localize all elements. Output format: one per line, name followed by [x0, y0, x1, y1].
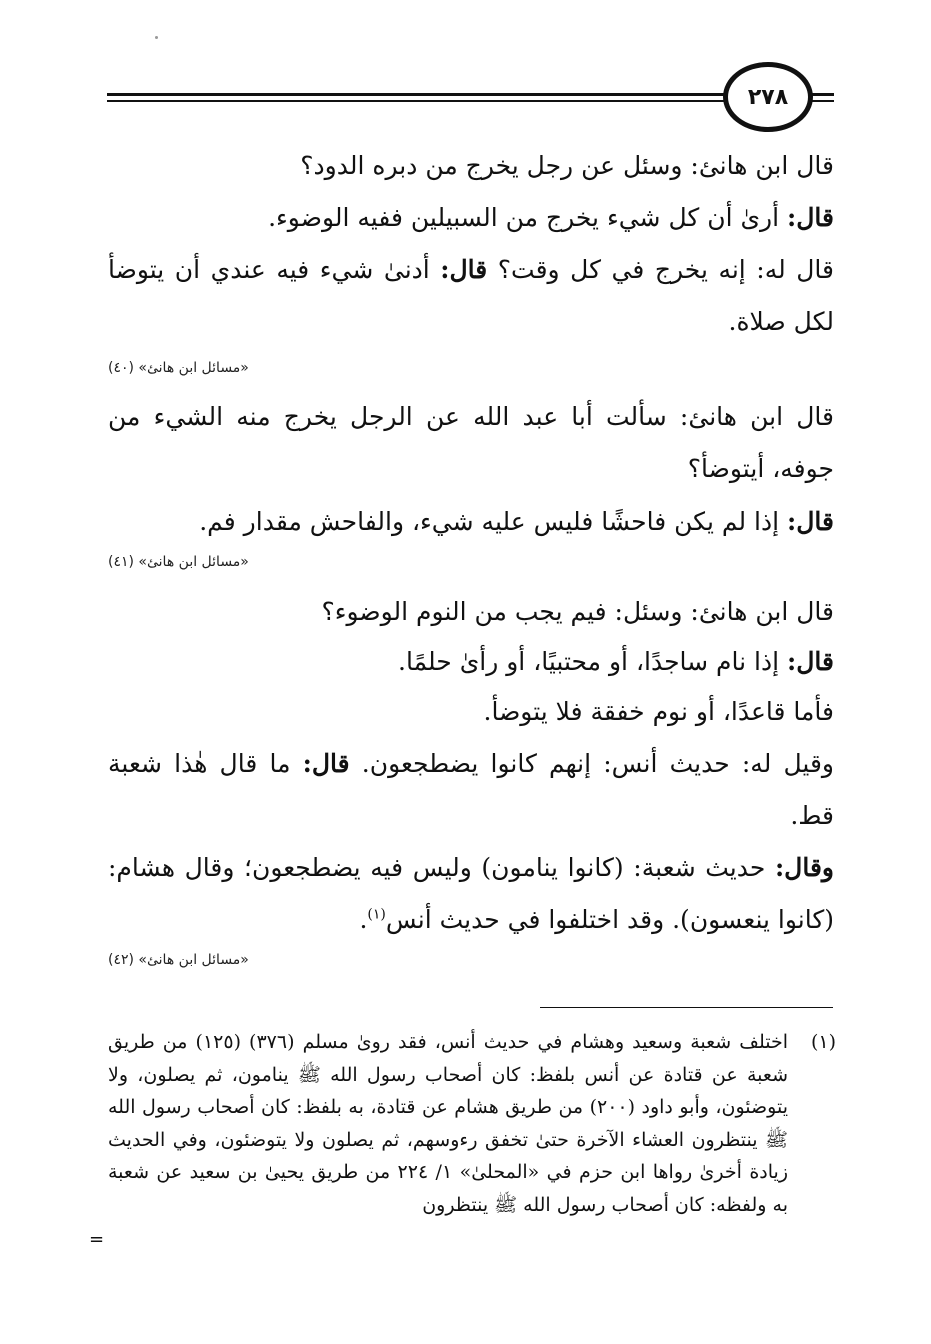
footnote-reference[interactable]: (١): [367, 906, 386, 923]
header-rule-right-bottom: [810, 100, 834, 102]
header-rule-bottom: [107, 100, 727, 102]
question-text: وقيل له: حديث أنس: إنهم كانوا يضطجعون.: [349, 749, 835, 778]
footnote-number: (١): [810, 1031, 836, 1053]
answer-label: قال:: [787, 507, 834, 536]
question-text: قال ابن هانئ: وسئل عن رجل يخرج من دبره الدود؟: [300, 151, 834, 180]
continuation-mark: =: [89, 1229, 105, 1250]
paragraph-7: [108, 636, 834, 688]
answer-label: قال:: [302, 749, 350, 778]
footnote-separator: [540, 1007, 833, 1008]
speck: [155, 36, 158, 39]
question-text: قال ابن هانئ: وسئل: فيم يجب من النوم الوضوء؟: [321, 597, 834, 626]
paragraph-2: [108, 192, 834, 244]
question-text: قال له: إنه يخرج في كل وقت؟: [487, 255, 834, 284]
answer-label: قال:: [787, 203, 834, 232]
answer-label: قال:: [787, 647, 834, 676]
answer-text: إذا نام ساجدًا، أو محتبيًا، أو رأىٰ حلمًا.: [398, 647, 788, 676]
paragraph-5: [108, 496, 834, 548]
answer-label: وقال:: [774, 853, 834, 882]
source-citation-3: «مسائل ابن هانئ» (٤٢): [108, 952, 249, 968]
paragraph-10: [108, 842, 834, 946]
answer-label: قال:: [440, 255, 488, 284]
answer-text: إذا لم يكن فاحشًا فليس عليه شيء، والفاحش مقدار فم.: [199, 507, 788, 536]
paragraph-3: [108, 244, 834, 348]
answer-text: ما قال هٰذا شعبة قط.: [108, 749, 834, 830]
answer-text: فأما قاعدًا، أو نوم خفقة فلا يتوضأ.: [483, 697, 834, 726]
punctuation: .: [359, 905, 368, 934]
footnote-text: اختلف شعبة وسعيد وهشام في حديث أنس، فقد روىٰ مسلم (٣٧٦) (١٢٥) من طريق شعبة عن قتادة عن أنس بلفظ: كان أصحاب رسول الله ﷺ ينامون، ثم يصلون، ولا يتوضئون، وأبو داود (٢٠٠) من طريق هشام عن قتادة، به بلفظ: كان أصحاب رسول الله ﷺ ينتظرون العشاء الآخرة حتىٰ تخفق رءوسهم، ثم يصلون ولا يتوضئون، وفي الحديث زيادة أخرىٰ رواها ابن حزم في «المحلىٰ» ١/ ٢٢٤ من طريق يحيىٰ بن سعيد عن شعبة به ولفظه: كان أصحاب رسول الله ﷺ ينتظرون: [108, 1031, 789, 1216]
paragraph-4: [108, 391, 834, 495]
header-rule-top: [107, 93, 727, 96]
source-citation-2: «مسائل ابن هانئ» (٤١): [108, 554, 249, 570]
paragraph-8: [108, 686, 834, 738]
paragraph-1: [108, 140, 834, 192]
paragraph-9: [108, 738, 834, 842]
header-rule-right-top: [810, 93, 834, 96]
source-citation-1: «مسائل ابن هانئ» (٤٠): [108, 360, 249, 376]
question-text: قال ابن هانئ: سألت أبا عبد الله عن الرجل يخرج منه الشيء من جوفه، أيتوضأ؟: [108, 402, 834, 483]
page-number: ٢٧٨: [723, 62, 813, 132]
answer-text: أرىٰ أن كل شيء يخرج من السبيلين ففيه الوضوء.: [268, 203, 788, 232]
paragraph-6: [108, 586, 834, 638]
answer-text: أدنىٰ شيء فيه عندي أن يتوضأ لكل صلاة.: [108, 255, 834, 336]
answer-text: حديث شعبة: (كانوا ينامون) وليس فيه يضطجعون؛ وقال هشام: (كانوا ينعسون). وقد اختلفوا في حديث أنس: [108, 853, 834, 934]
